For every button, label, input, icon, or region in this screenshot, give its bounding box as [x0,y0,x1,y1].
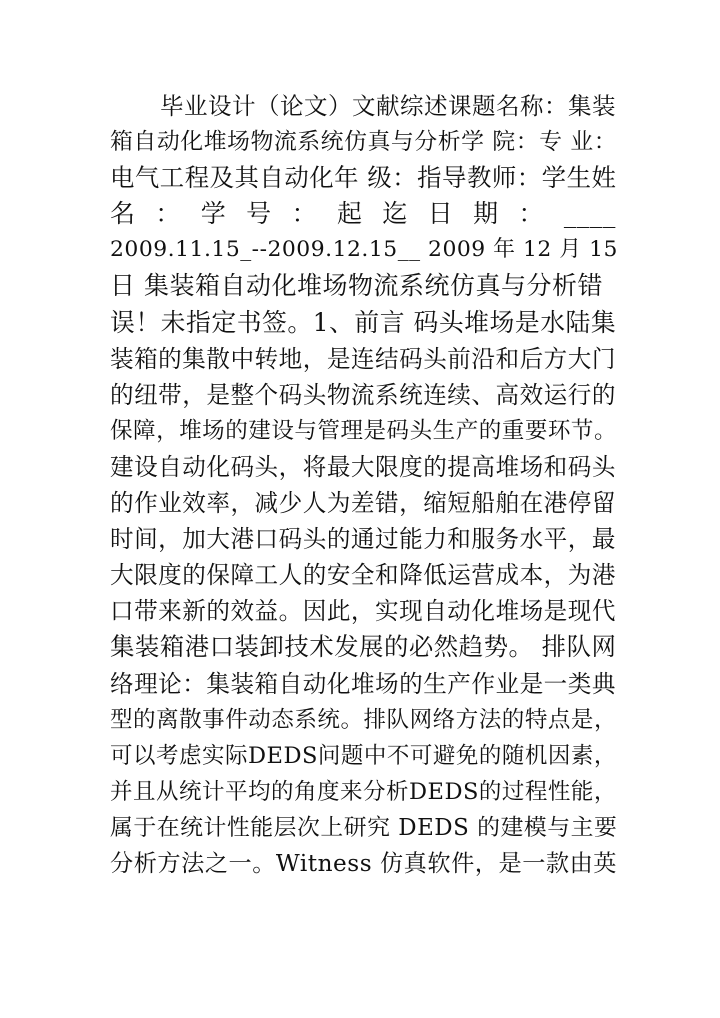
text-line: 误！未指定书签。1、前言 码头堆场是水陆集 [110,307,617,337]
text-token: ： [291,199,318,229]
text-token: ____ [563,199,616,229]
text-token: 学 [200,199,227,229]
text-line: 2009.11.15_--2009.12.15__ 2009 年 12 月 15 [110,237,618,263]
text-line: 箱自动化堆场物流系统仿真与分析学 院：专 业： [110,129,618,156]
text-line: 保障，堆场的建设与管理是码头生产的重要环节。 [110,417,618,444]
text-line: 型的离散事件动态系统。排队网络方法的特点是， [110,706,618,733]
text-token: 号 [246,199,272,229]
text-line-fields [110,196,616,232]
text-token: 期 [473,199,499,229]
text-line: 分析方法之一。Witness 仿真软件，是一款由英 [110,849,618,877]
text-line: 络理论：集装箱自动化堆场的生产作业是一类典 [110,669,616,698]
text-line: 属于在统计性能层次上研究 DEDS 的建模与主要 [110,814,618,841]
text-line: 日 集装箱自动化堆场物流系统仿真与分析错 [110,271,603,301]
text-line: 可以考虑实际DEDS问题中不可避免的随机因素， [110,742,617,769]
text-line: 的作业效率，减少人为差错，缩短船舶在港停留 [110,489,616,518]
text-line: 电气工程及其自动化年 级：指导教师：学生姓 [110,163,617,193]
text-token: 起 [336,199,363,229]
text-line: 的纽带，是整个码头物流系统连续、高效运行的 [110,380,616,409]
text-token: 迄 [382,199,408,229]
text-line: 毕业设计（论文）文献综述课题名称：集装 [160,92,616,120]
text-line: 并且从统计平均的角度来分析DEDS的过程性能， [110,778,617,805]
text-line: 装箱的集散中转地，是连结码头前沿和后方大门 [110,344,616,373]
text-token: 日 [427,199,454,229]
text-line: 口带来新的效益。因此，实现自动化堆场是现代 [110,597,616,626]
text-token: ： [155,199,181,229]
text-line: 建设自动化码头，将最大限度的提高堆场和码头 [110,452,616,481]
text-line: 集装箱港口装卸技术发展的必然趋势。 排队网 [110,632,617,662]
text-token: 名 [110,199,136,229]
text-token: ： [518,199,545,229]
text-line: 时间，加大港口码头的通过能力和服务水平，最 [110,525,616,554]
text-line: 大限度的保障工人的安全和降低运营成本，为港 [110,561,616,590]
document-body-text [110,88,616,882]
